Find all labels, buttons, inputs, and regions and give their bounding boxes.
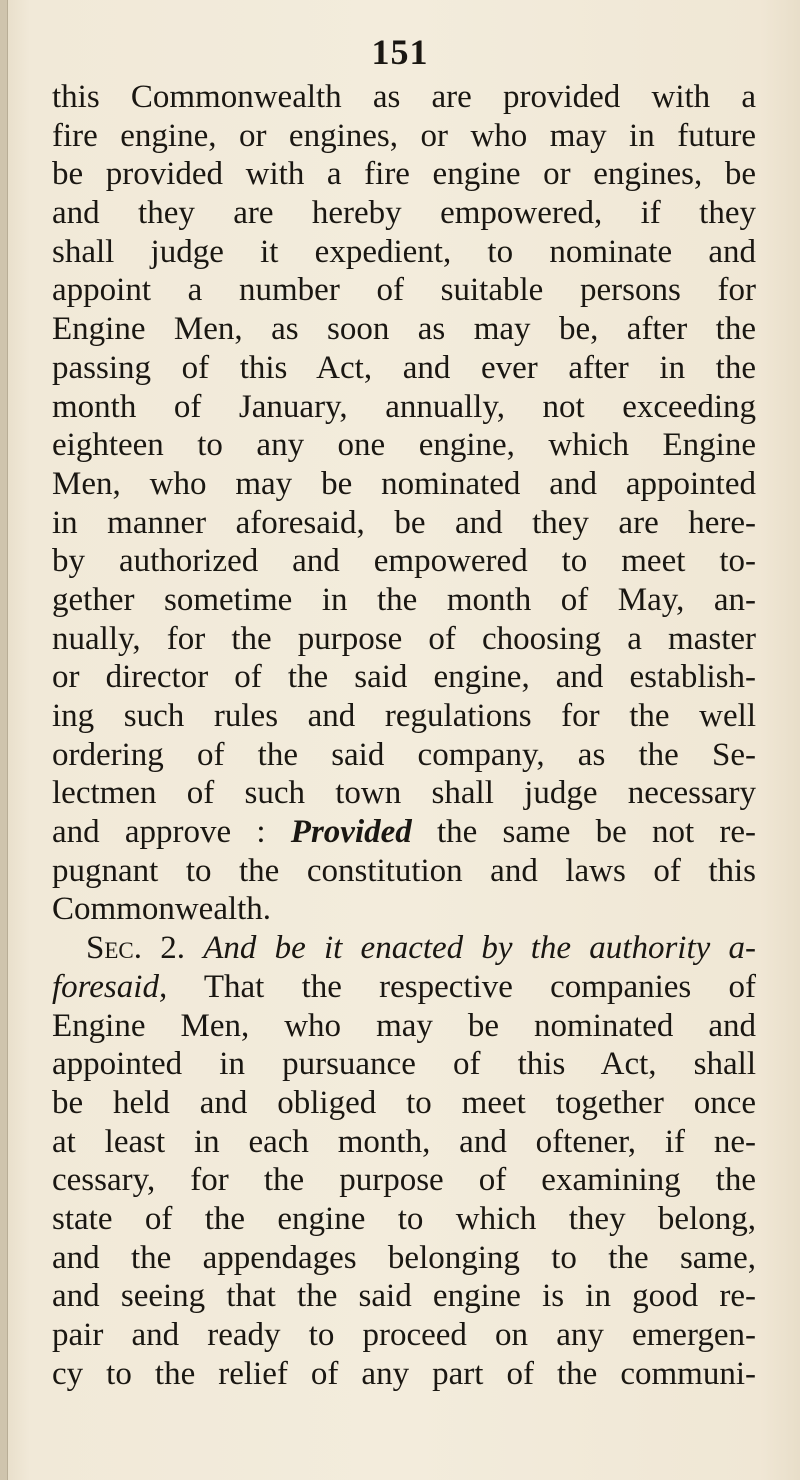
text-line: Engine Men, as soon as may be, after the xyxy=(52,311,756,348)
text-line: Commonwealth. xyxy=(52,891,272,928)
text-line: and seeing that the said engine is in good re- xyxy=(52,1278,756,1315)
text-line: in manner aforesaid, be and they are here- xyxy=(52,504,756,541)
text-line: appointed in pursuance of this Act, shall xyxy=(52,1046,756,1083)
page-number: 151 xyxy=(371,32,429,72)
proviso-keyword: Provided xyxy=(290,814,412,851)
text-line: Engine Men, who may be nominated and xyxy=(52,1007,756,1044)
text-line: appoint a number of suitable persons for xyxy=(52,272,756,309)
section-heading-line xyxy=(52,929,756,968)
text-line: shall judge it expedient, to nominate and xyxy=(52,233,756,270)
text-line: Men, who may be nominated and appointed xyxy=(52,465,756,502)
section-number: Sec. 2. xyxy=(86,930,185,967)
text-line-enacting xyxy=(52,968,756,1007)
enacting-tail: That the respective companies of xyxy=(167,968,756,1005)
text-line: pair and ready to proceed on any emergen- xyxy=(52,1317,756,1353)
text-line: this Commonwealth as are provided with a xyxy=(52,79,756,115)
text-line: be held and obliged to meet together once xyxy=(52,1084,756,1121)
text-line: state of the engine to which they belong, xyxy=(52,1200,756,1237)
enacting-clause: And be it enacted by the authority a- xyxy=(203,930,756,967)
proviso-lead: and approve : xyxy=(52,814,291,851)
text-line: at least in each month, and oftener, if ne- xyxy=(52,1123,756,1160)
text-line: pugnant to the constitution and laws of this xyxy=(52,852,756,889)
text-line-proviso xyxy=(52,813,756,852)
text-line: by authorized and empowered to meet to- xyxy=(52,543,756,580)
proviso-tail: the same be not re- xyxy=(411,814,756,851)
text-line: and the appendages belonging to the same, xyxy=(52,1239,756,1276)
text-line: ordering of the said company, as the Se- xyxy=(52,736,756,773)
text-line: and they are hereby empowered, if they xyxy=(52,195,756,232)
enacting-clause-end: foresaid, xyxy=(52,968,168,1005)
text-line: cessary, for the purpose of examining the xyxy=(52,1162,756,1199)
text-line: eighteen to any one engine, which Engine xyxy=(52,427,756,464)
text-line: cy to the relief of any part of the communi- xyxy=(52,1355,756,1392)
page-edge-rule xyxy=(0,0,8,1480)
text-line: month of January, annually, not exceeding xyxy=(52,388,756,425)
text-line: lectmen of such town shall judge necessary xyxy=(52,775,756,812)
text-line: gether sometime in the month of May, an- xyxy=(52,581,756,618)
text-line: nually, for the purpose of choosing a master xyxy=(52,620,756,657)
text-line: passing of this Act, and ever after in the xyxy=(52,349,756,386)
text-line: be provided with a fire engine or engines, be xyxy=(52,156,756,193)
text-line: ing such rules and regulations for the well xyxy=(52,698,756,734)
text-line: fire engine, or engines, or who may in future xyxy=(52,117,756,154)
text-line: or director of the said engine, and establish- xyxy=(52,659,756,696)
body-text xyxy=(52,78,756,1393)
